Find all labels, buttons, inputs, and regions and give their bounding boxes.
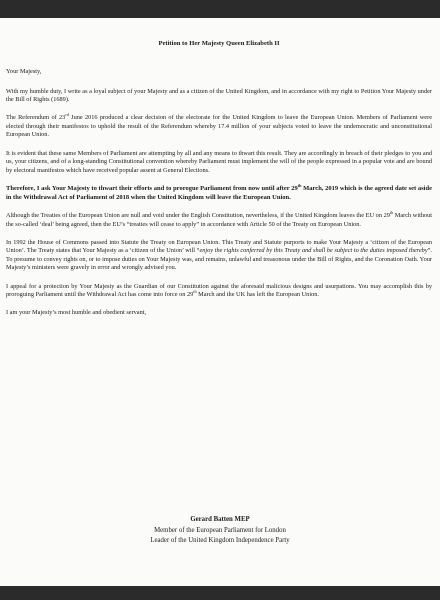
paragraph-intro: With my humble duty, I write as a loyal subject of your Majesty and as a citizen of the United Kingdom, and in accordance with my right to Petition Your Majesty under the Bill of Rights (1689). — [6, 87, 432, 104]
paragraph-mps-thwart: It is evident that these same Members of Parliament are attempting by all and any means to thwart this result. They are accordingly in breach of their pledges to you and us, your citizens, and of a long-standing Constitutional convention whereby Parliament must implement the will of the people expressed in a popular vote and are bound by electoral manifestos which have received popular assent at General Elections. — [6, 149, 432, 174]
letter-title: Petition to Her Majesty Queen Elizabeth II — [158, 40, 280, 47]
salutation: Your Majesty, — [6, 68, 42, 75]
petition-letter — [0, 18, 440, 586]
signatory-title-party: Leader of the United Kingdom Independence Party — [150, 537, 290, 544]
paragraph-1992-text-a: In 1992 the House of Commons passed into Statute the Treaty on European Union. This Treaty and Statute purports to make Your Majesty a ‘citizen of the European Union’. The Treaty states that Your Majesty as a ‘citizen of the Union’ will “ — [6, 238, 432, 255]
paragraph-treaties-text-b: March without the so-called ‘deal’ being agreed, then the EU’s “treaties will cease to apply” in accordance with Article 50 of the Treaty on European Union. — [6, 211, 433, 228]
paragraph-appeal-text-a: I appeal for a protection by Your Majesty as the Guardian of our Constitution against the aforesaid malicious designs and usurpations. You may accomplish this by proroguing Parliament until the Withdrawal Act has come into force on 29 — [6, 282, 432, 299]
paragraph-appeal-text-b: March and the UK has left the European Union. — [196, 291, 319, 299]
signature-block — [0, 515, 440, 547]
paragraph-request-text-b: March, 2019 which is the agreed date set aside in the Withdrawal Act of Parliament of 2018 when the United Kingdom will leave the European Union. — [6, 184, 432, 201]
ordinal-suffix: th — [193, 289, 197, 294]
ordinal-suffix: rd — [65, 112, 69, 118]
paragraph-request-text-a: Therefore, I ask Your Majesty to thwart their efforts and to prorogue Parliament from now until after 29 — [6, 184, 298, 192]
paragraph-referendum-text-b: June 2016 produced a clear decision of the electorate for the United Kingdom to leave the European Union. Members of Parliament were elected through their manifestos to uphold the result of the Referendum whereby 17.4 million of your subjects voted to leave the undemocratic and unconstitutional European Union. — [6, 114, 432, 139]
paragraph-1992-statute — [6, 239, 432, 273]
closing-line: I am your Majesty’s most humble and obedient servant, — [6, 309, 147, 317]
treaty-quote: enjoy the rights conferred by this Treaty and shall be subject to the duties imposed thereby — [199, 247, 428, 255]
paragraph-referendum-text-a: The Referendum of 23 — [6, 114, 66, 122]
paragraph-treaties-text-a: Although the Treaties of the European Union are null and void under the English Constitution, nevertheless, if the United Kingdom leaves the EU on 29 — [6, 211, 390, 219]
signatory-title-mep: Member of the European Parliament for London — [154, 526, 286, 534]
paragraph-request-prorogue — [6, 182, 432, 203]
ordinal-suffix: th — [389, 209, 394, 215]
paragraph-1992-text-b: ”. To presume to convey rights on, or to impose duties on Your Majesty was, and remains, unlawful and treasonous under the Bill of Rights, and the Coronation Oath. Your Majesty’s ministers were gravely in error and wrongly advised you. — [6, 247, 432, 272]
signatory-name: Gerard Batten MEP — [190, 516, 250, 523]
ordinal-suffix: th — [297, 182, 302, 188]
paragraph-referendum — [6, 114, 432, 140]
paragraph-treaties — [6, 209, 433, 229]
paragraph-appeal — [6, 283, 432, 300]
